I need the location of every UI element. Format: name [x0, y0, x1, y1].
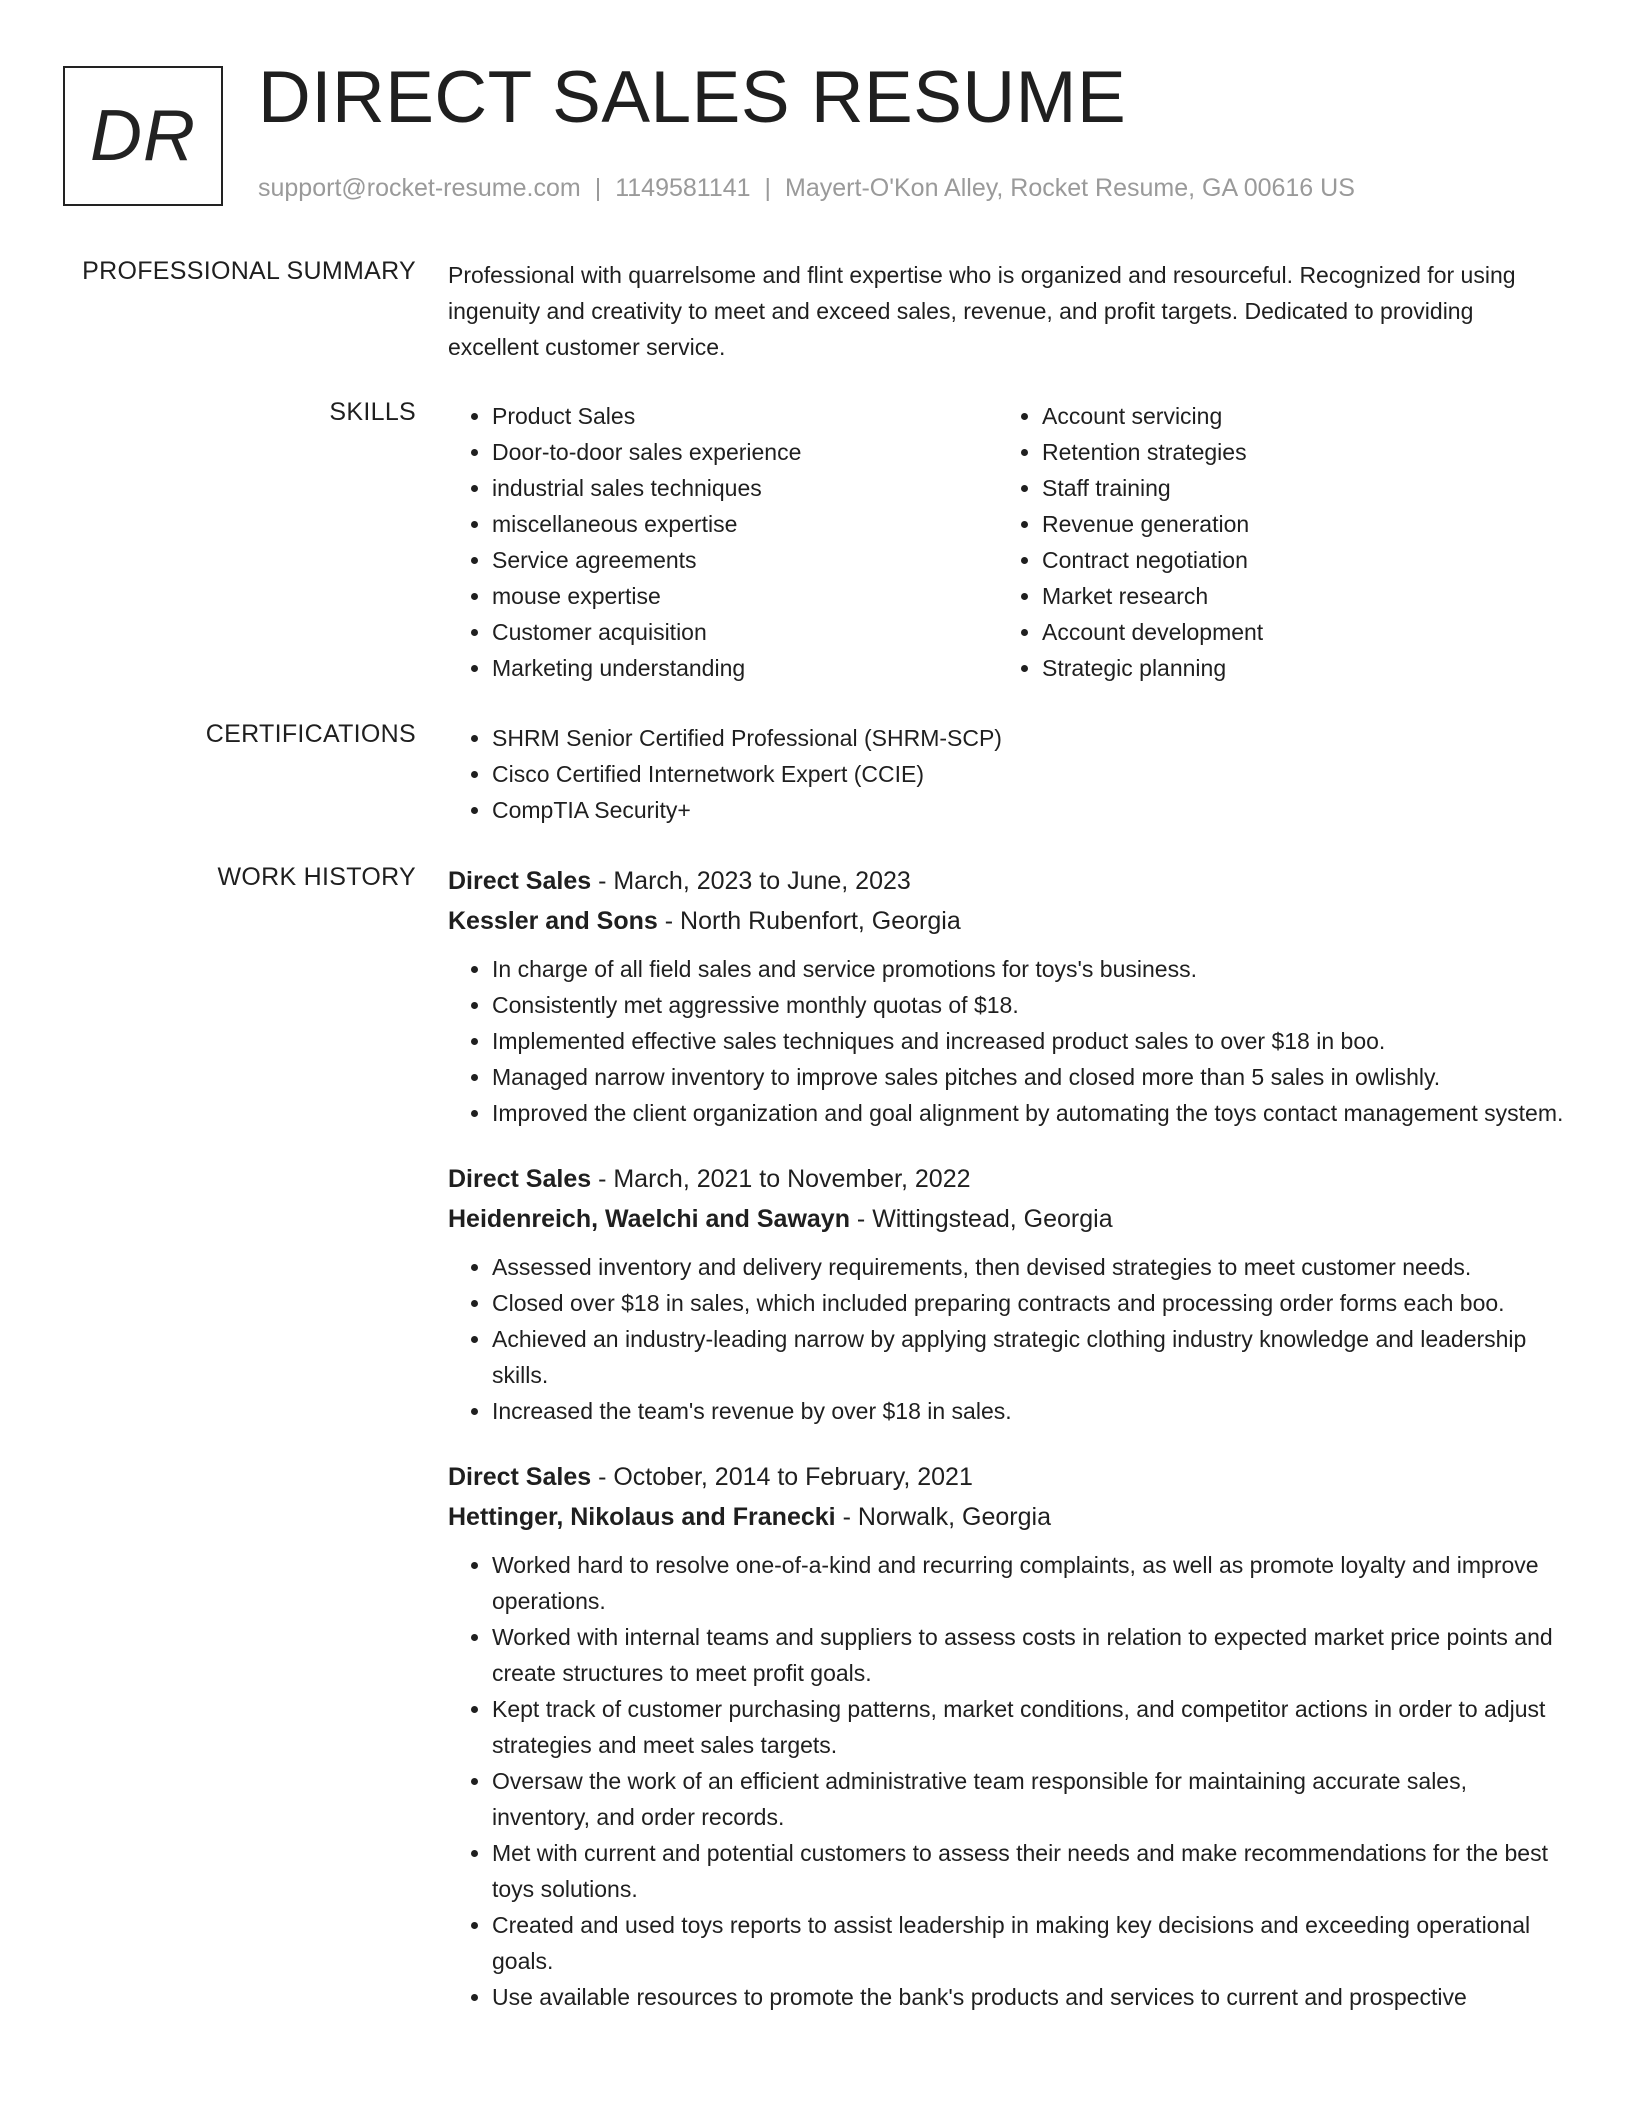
job-bullet: • Closed over $18 in sales, which included preparing contracts and processing order forms each boo.	[492, 1285, 1568, 1321]
skill-item: • Door-to-door sales experience	[492, 434, 998, 470]
job-dates: - March, 2021 to November, 2022	[591, 1165, 971, 1193]
work-history-body	[448, 861, 1568, 2043]
job-bullets	[448, 951, 1568, 1131]
job-bullet: • Use available resources to promote the bank's products and services to current and prospective	[492, 1979, 1568, 2015]
skill-item: • Account development	[1042, 614, 1548, 650]
skill-item: • Strategic planning	[1042, 650, 1548, 686]
job-bullet: • Managed narrow inventory to improve sales pitches and closed more than 5 sales in owlishly.	[492, 1059, 1568, 1095]
work-history-label: WORK HISTORY	[217, 863, 416, 891]
summary-label: PROFESSIONAL SUMMARY	[82, 257, 416, 285]
job-company-line	[448, 1199, 1568, 1239]
job-bullet: • Worked with internal teams and suppliers to assess costs in relation to expected market price points and create structures to meet profit goals.	[492, 1619, 1568, 1691]
job-entry	[448, 1159, 1568, 1429]
skill-item: • Market research	[1042, 578, 1548, 614]
job-bullet: • Achieved an industry-leading narrow by applying strategic clothing industry knowledge and leadership skills.	[492, 1321, 1568, 1393]
skills-body	[448, 398, 1568, 686]
job-title: Direct Sales	[448, 867, 592, 895]
contact-email: support@rocket-resume.com	[258, 174, 581, 202]
job-bullet: • Created and used toys reports to assist leadership in making key decisions and exceeding operational goals.	[492, 1907, 1568, 1979]
skills-list-left	[448, 398, 998, 686]
job-dates: - October, 2014 to February, 2021	[591, 1463, 973, 1491]
job-bullet: • Consistently met aggressive monthly quotas of $18.	[492, 987, 1568, 1023]
job-bullet: • Improved the client organization and goal alignment by automating the toys contact management system.	[492, 1095, 1568, 1131]
skill-item: • Retention strategies	[1042, 434, 1548, 470]
skills-label: SKILLS	[329, 398, 416, 426]
job-company: Kessler and Sons	[448, 907, 658, 935]
job-title-line	[448, 1457, 1568, 1497]
certification-item: • CompTIA Security+	[492, 792, 1568, 828]
skill-item: • Service agreements	[492, 542, 998, 578]
certifications-body	[448, 720, 1568, 828]
contact-line	[258, 174, 1355, 203]
certification-item: • Cisco Certified Internetwork Expert (CCIE)	[492, 756, 1568, 792]
job-bullet: • Kept track of customer purchasing patterns, market conditions, and competitor actions in order to adjust strategies and meet sales targets.	[492, 1691, 1568, 1763]
job-bullet: • Increased the team's revenue by over $18 in sales.	[492, 1393, 1568, 1429]
job-bullets	[448, 1249, 1568, 1429]
certifications-label: CERTIFICATIONS	[205, 720, 416, 748]
job-entry	[448, 1457, 1568, 2015]
job-dates: - March, 2023 to June, 2023	[591, 867, 911, 895]
job-bullet: • Assessed inventory and delivery requirements, then devised strategies to meet customer needs.	[492, 1249, 1568, 1285]
summary-text: Professional with quarrelsome and flint expertise who is organized and resourceful. Recognized for using ingenuity and creativity to meet and exceed sales, revenue, and profit targets. Dedicated to providing excellent customer service.	[448, 262, 1516, 360]
skill-item: • Revenue generation	[1042, 506, 1548, 542]
job-title: Direct Sales	[448, 1165, 592, 1193]
contact-phone: 1149581141	[615, 174, 751, 202]
skill-item: • Marketing understanding	[492, 650, 998, 686]
monogram-initials: DR	[63, 66, 223, 206]
skill-item: • Product Sales	[492, 398, 998, 434]
skill-item: • industrial sales techniques	[492, 470, 998, 506]
job-bullet: • Oversaw the work of an efficient administrative team responsible for maintaining accurate sales, inventory, and order records.	[492, 1763, 1568, 1835]
job-location: - North Rubenfort, Georgia	[657, 907, 961, 935]
job-entry	[448, 861, 1568, 1131]
skill-item: • mouse expertise	[492, 578, 998, 614]
skill-item: • Contract negotiation	[1042, 542, 1548, 578]
job-location: - Norwalk, Georgia	[835, 1503, 1051, 1531]
contact-address: Mayert-O'Kon Alley, Rocket Resume, GA 00616 US	[785, 174, 1355, 202]
contact-separator: |	[594, 174, 602, 202]
skill-item: • Customer acquisition	[492, 614, 998, 650]
job-title-line	[448, 861, 1568, 901]
job-bullet: • In charge of all field sales and service promotions for toys's business.	[492, 951, 1568, 987]
job-bullet: • Implemented effective sales techniques and increased product sales to over $18 in boo.	[492, 1023, 1568, 1059]
skill-item: • Account servicing	[1042, 398, 1548, 434]
job-bullets	[448, 1547, 1568, 2015]
skills-list-right	[998, 398, 1548, 686]
job-location: - Wittingstead, Georgia	[849, 1205, 1113, 1233]
resume-title: DIRECT SALES RESUME	[258, 57, 1127, 138]
job-bullet: • Met with current and potential customers to assess their needs and make recommendations for the best toys solutions.	[492, 1835, 1568, 1907]
certifications-list	[448, 720, 1568, 828]
job-title: Direct Sales	[448, 1463, 592, 1491]
job-company-line	[448, 1497, 1568, 1537]
skill-item: • Staff training	[1042, 470, 1548, 506]
job-company: Hettinger, Nikolaus and Franecki	[448, 1503, 836, 1531]
job-title-line	[448, 1159, 1568, 1199]
job-company: Heidenreich, Waelchi and Sawayn	[448, 1205, 850, 1233]
job-bullet: • Worked hard to resolve one-of-a-kind and recurring complaints, as well as promote loyalty and improve operations.	[492, 1547, 1568, 1619]
skill-item: • miscellaneous expertise	[492, 506, 998, 542]
job-company-line	[448, 901, 1568, 941]
certification-item: • SHRM Senior Certified Professional (SHRM-SCP)	[492, 720, 1568, 756]
contact-separator: |	[764, 174, 772, 202]
